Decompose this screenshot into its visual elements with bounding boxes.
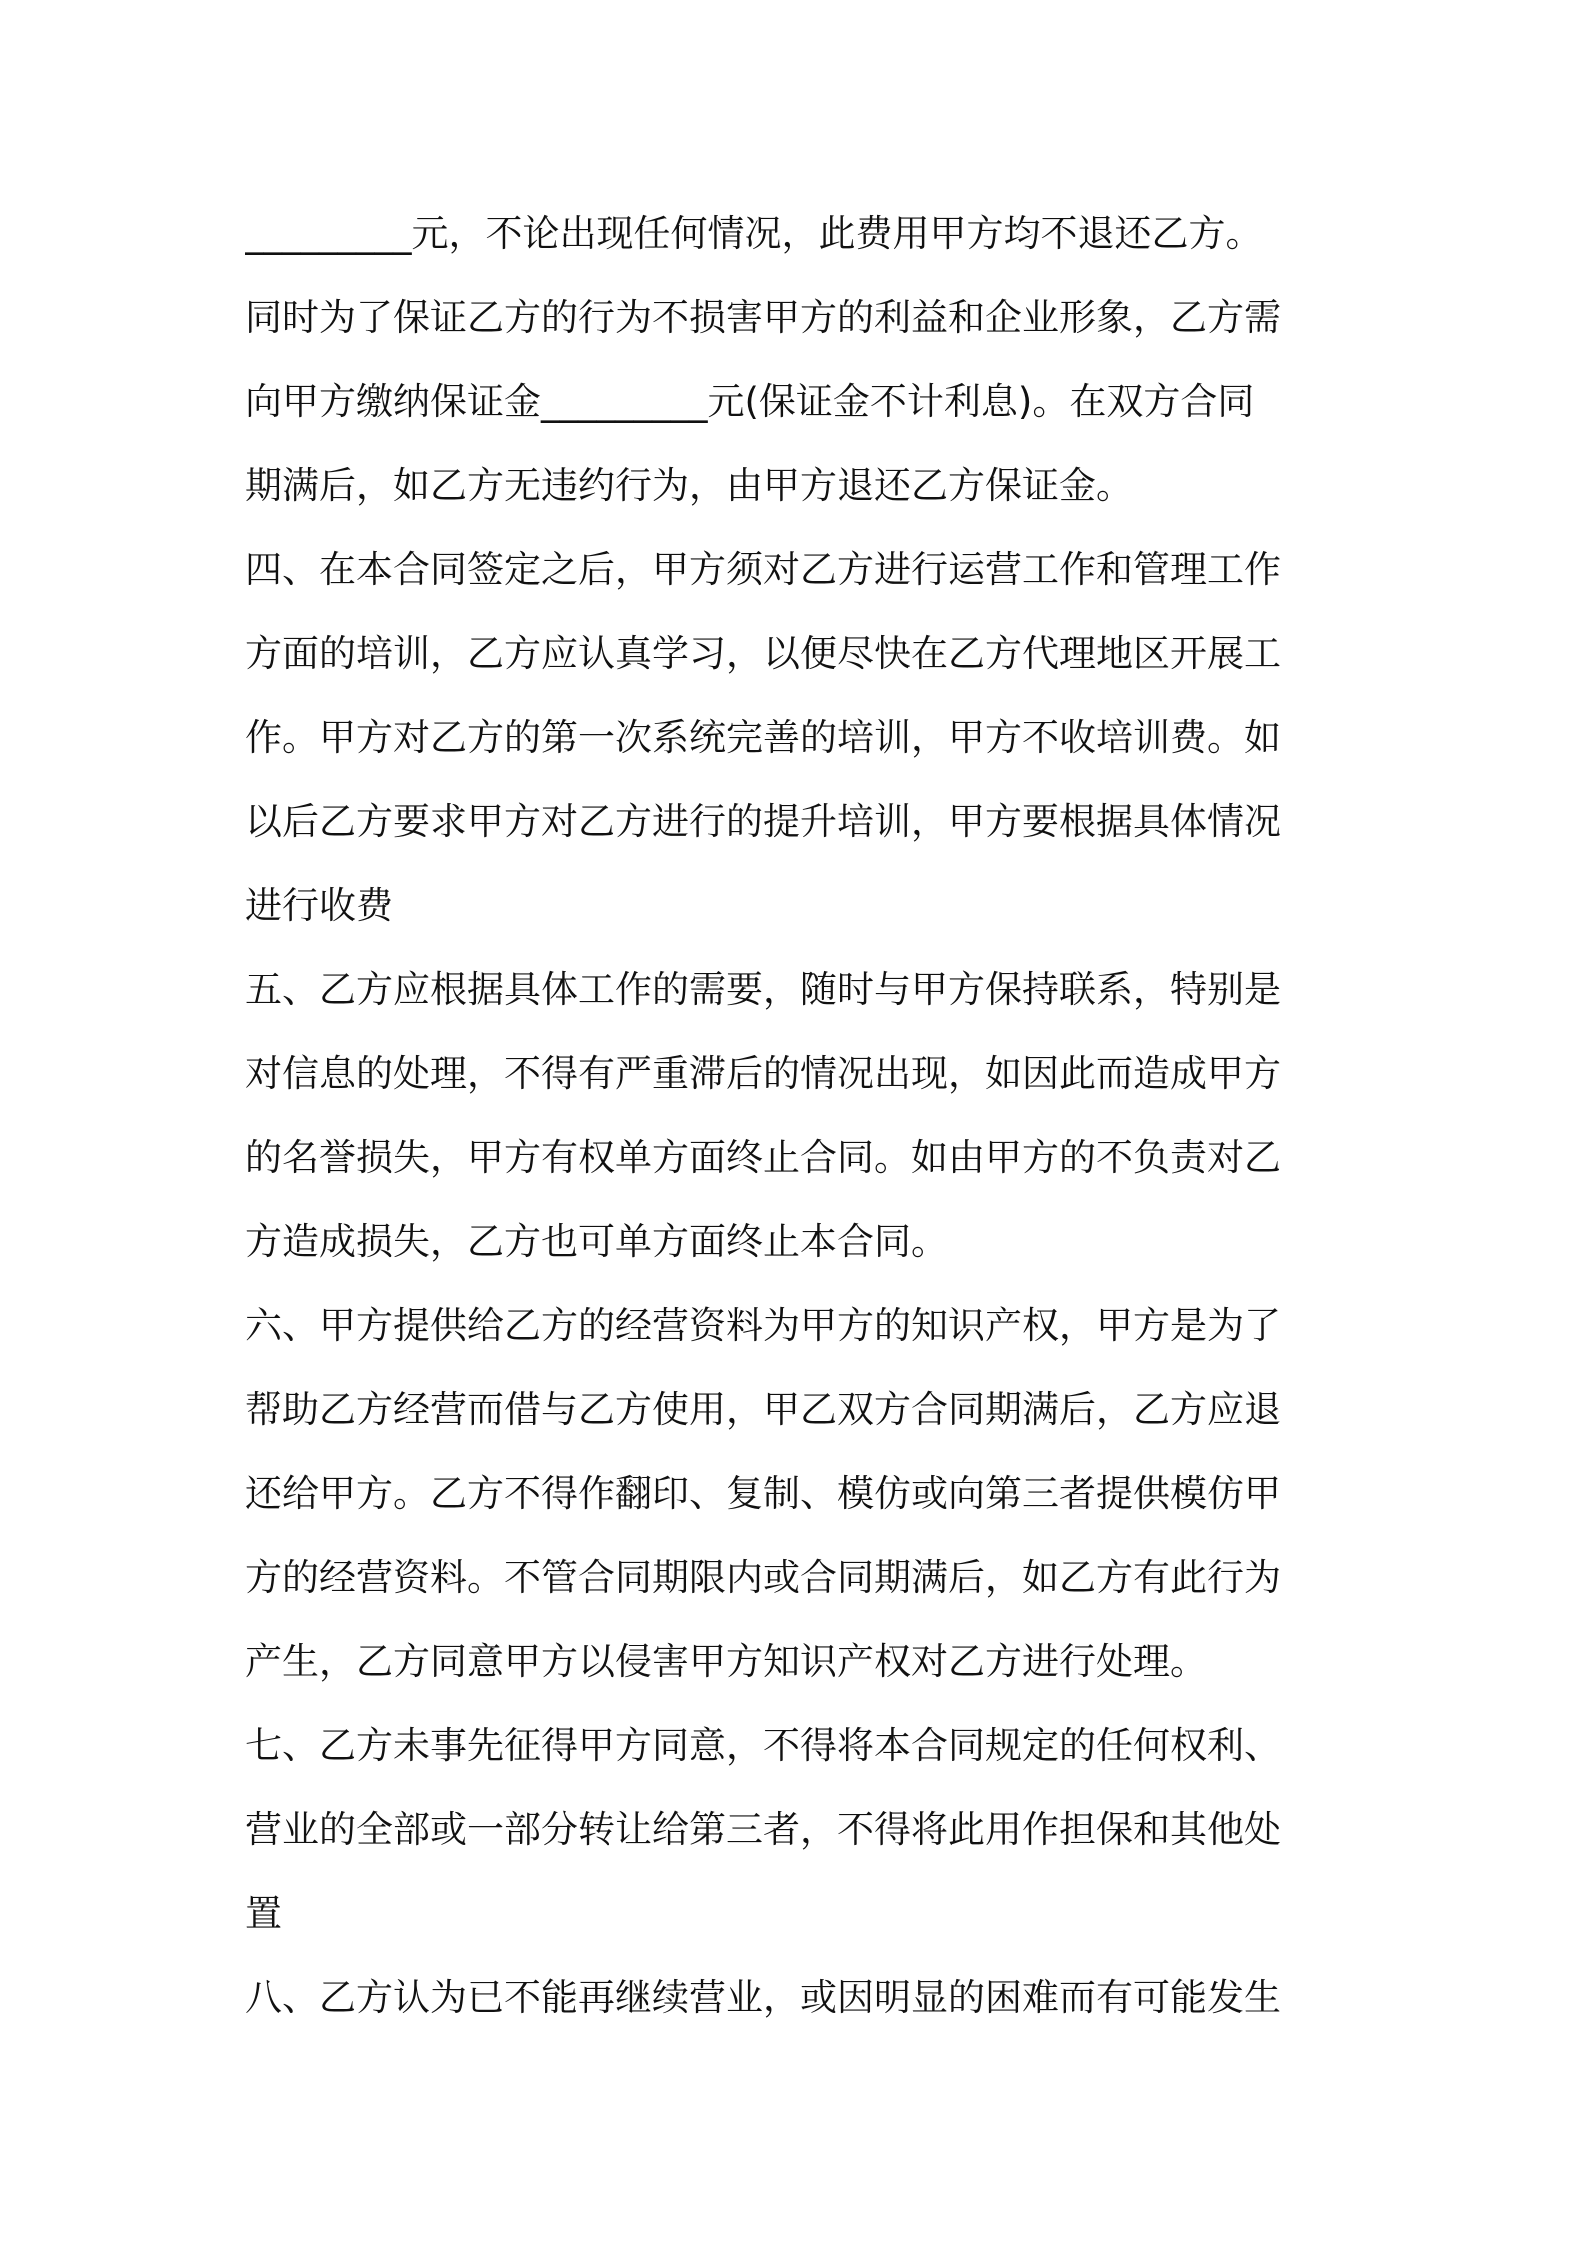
- text-line: 方面的培训，乙方应认真学习，以便尽快在乙方代理地区开展工: [245, 632, 1281, 675]
- text-line: 进行收费: [245, 884, 393, 927]
- contract-body-text: [245, 192, 1355, 2040]
- text-line: 的名誉损失，甲方有权单方面终止合同。如由甲方的不负责对乙: [245, 1136, 1281, 1179]
- text-line: 方的经营资料。不管合同期限内或合同期满后，如乙方有此行为: [245, 1556, 1281, 1599]
- clause-four-line: 四、在本合同签定之后，甲方须对乙方进行运营工作和管理工作: [245, 548, 1281, 591]
- text-line: 作。甲方对乙方的第一次系统完善的培训，甲方不收培训费。如: [245, 716, 1281, 759]
- text-line: 期满后，如乙方无违约行为，由甲方退还乙方保证金。: [245, 464, 1133, 507]
- text-line: 置: [245, 1892, 282, 1935]
- clause-seven-line: 七、乙方未事先征得甲方同意，不得将本合同规定的任何权利、: [245, 1724, 1281, 1767]
- clause-five-line: 五、乙方应根据具体工作的需要，随时与甲方保持联系，特别是: [245, 968, 1281, 1011]
- text-line: _________元，不论出现任何情况，此费用甲方均不退还乙方。: [245, 212, 1263, 255]
- text-line: 方造成损失，乙方也可单方面终止本合同。: [245, 1220, 948, 1263]
- text-line: 帮助乙方经营而借与乙方使用，甲乙双方合同期满后，乙方应退: [245, 1388, 1281, 1431]
- text-line: 还给甲方。乙方不得作翻印、复制、模仿或向第三者提供模仿甲: [245, 1472, 1281, 1515]
- clause-eight-line: 八、乙方认为已不能再继续营业，或因明显的困难而有可能发生: [245, 1976, 1281, 2019]
- text-line: 对信息的处理，不得有严重滞后的情况出现，如因此而造成甲方: [245, 1052, 1281, 1095]
- text-line: 产生，乙方同意甲方以侵害甲方知识产权对乙方进行处理。: [245, 1640, 1207, 1683]
- text-line: 以后乙方要求甲方对乙方进行的提升培训，甲方要根据具体情况: [245, 800, 1281, 843]
- text-line: 同时为了保证乙方的行为不损害甲方的利益和企业形象，乙方需: [245, 296, 1281, 339]
- clause-six-line: 六、甲方提供给乙方的经营资料为甲方的知识产权，甲方是为了: [245, 1304, 1281, 1347]
- text-line: 向甲方缴纳保证金_________元(保证金不计利息)。在双方合同: [245, 380, 1255, 423]
- text-line: 营业的全部或一部分转让给第三者，不得将此用作担保和其他处: [245, 1808, 1281, 1851]
